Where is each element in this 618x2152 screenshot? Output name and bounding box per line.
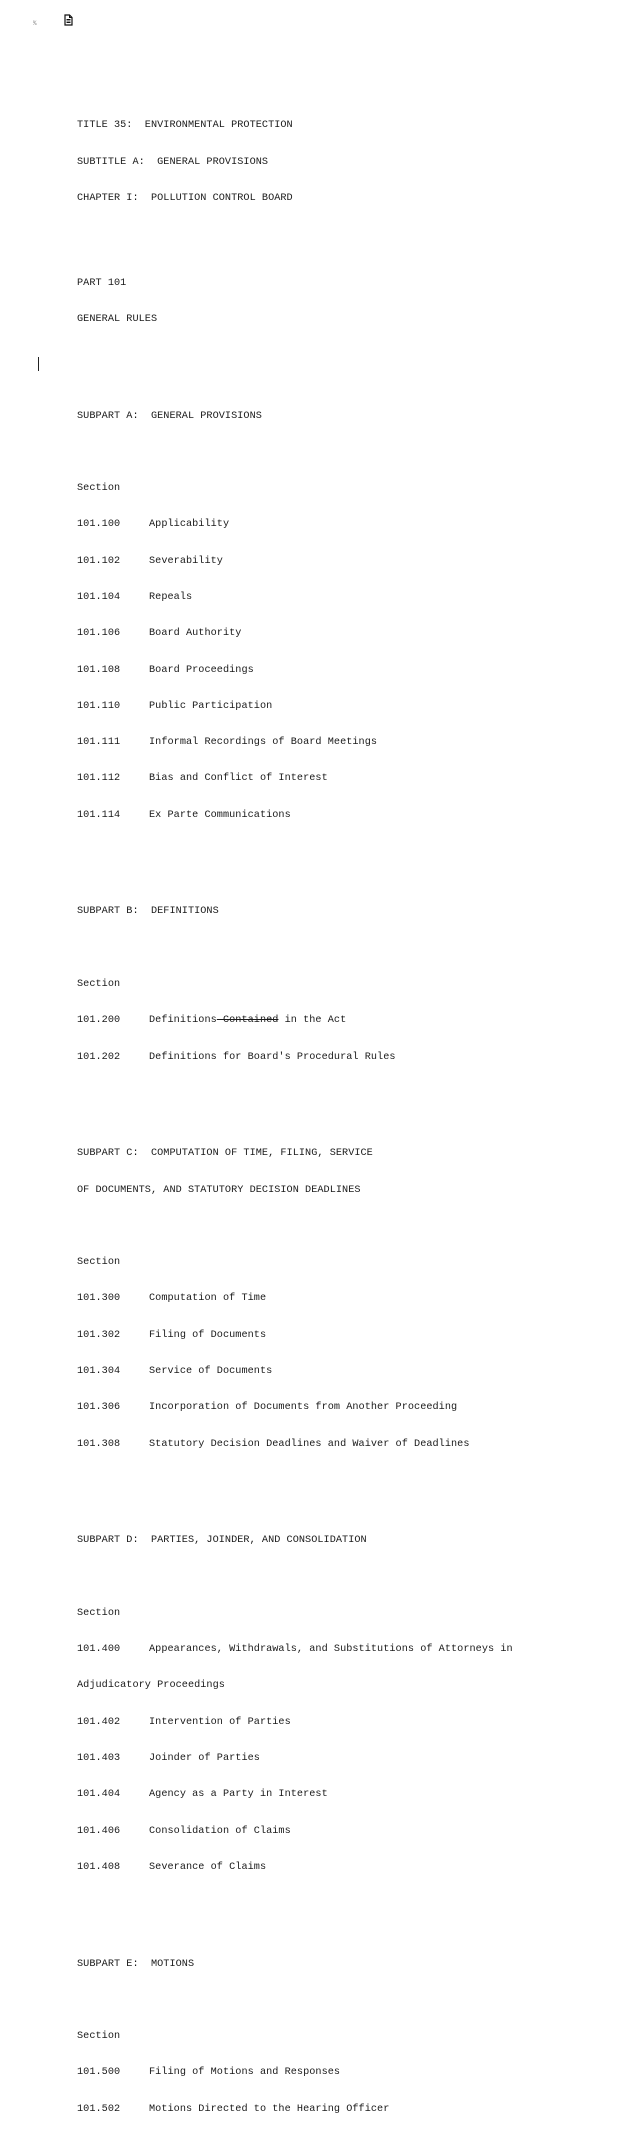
section-entry [77,628,513,640]
section-entry [77,1789,513,1801]
section-number: 101.408 [77,1861,121,1873]
section-label: Section [77,1607,121,1619]
section-title: Definitions for Board's Procedural Rules [149,1051,396,1063]
section-title: Statutory Decision Deadlines and Waiver of Deadlines [149,1438,470,1450]
section-number: 101.110 [77,700,121,712]
section-entry [77,2067,513,2079]
section-entry [77,1644,513,1656]
section-title: Appearances, Withdrawals, and Substitutions of Attorneys in [149,1644,513,1656]
section-title: Board Authority [149,628,242,640]
revision-change-bar [38,357,39,371]
section-number: 101.108 [77,664,121,676]
section-entry [77,1826,513,1838]
section-entry [77,592,513,604]
part-number: PART 101 [77,277,127,289]
subpart-heading-continued: OF DOCUMENTS, AND STATUTORY DECISION DEADLINES [77,1184,361,1196]
section-entry [77,665,513,677]
section-label: Section [77,483,121,495]
section-entry [77,2104,513,2116]
section-entry [77,1717,513,1729]
section-number: 101.306 [77,1402,121,1414]
section-title: Agency as a Party in Interest [149,1789,328,1801]
section-title-text: Definitions [149,1015,217,1027]
section-entry [77,1753,513,1765]
section-title: Filing of Motions and Responses [149,2067,341,2079]
section-title: Board Proceedings [149,664,254,676]
section-number: 101.403 [77,1752,121,1764]
section-number: 101.406 [77,1825,121,1837]
section-entry [77,1015,513,1027]
section-entry [77,1330,513,1342]
section-label: Section [77,978,121,990]
section-title: Filing of Documents [149,1329,267,1341]
part-name: GENERAL RULES [77,313,158,325]
subpart-heading: SUBPART A: GENERAL PROVISIONS [77,410,262,422]
document-body [77,84,513,2152]
section-entry [77,737,513,749]
subtitle-line: SUBTITLE A: GENERAL PROVISIONS [77,156,269,168]
section-title: Service of Documents [149,1365,273,1377]
section-title [149,1015,346,1027]
section-title-continuation: Adjudicatory Proceedings [77,1680,225,1692]
section-number: 101.102 [77,555,121,567]
section-entry [77,773,513,785]
title-line: TITLE 35: ENVIRONMENTAL PROTECTION [77,120,293,132]
section-number: 101.202 [77,1051,121,1063]
section-number: 101.308 [77,1438,121,1450]
section-entry [77,1366,513,1378]
section-number: 101.114 [77,809,121,821]
section-number: 101.500 [77,2067,121,2079]
section-title: Applicability [149,519,230,531]
section-title: Intervention of Parties [149,1716,291,1728]
section-title: Public Participation [149,700,273,712]
section-number: 101.104 [77,591,121,603]
section-number: 101.302 [77,1329,121,1341]
subpart-heading: SUBPART B: DEFINITIONS [77,906,219,918]
section-title: Severability [149,555,223,567]
section-title: Ex Parte Communications [149,809,291,821]
section-title: Informal Recordings of Board Meetings [149,737,378,749]
section-title: Computation of Time [149,1293,267,1305]
section-number: 101.404 [77,1789,121,1801]
section-number: 101.112 [77,773,121,785]
section-entry [77,1402,513,1414]
section-number: 101.304 [77,1365,121,1377]
page-icon [64,14,73,26]
section-number: 101.400 [77,1644,121,1656]
section-number: 101.111 [77,737,121,749]
subpart-heading: SUBPART E: MOTIONS [77,1958,195,1970]
section-entry [77,810,513,822]
struck-text: Contained [216,1015,279,1027]
section-title-text: in the Act [278,1015,347,1027]
section-number: 101.300 [77,1293,121,1305]
section-entry [77,701,513,713]
corner-mark: % [33,20,37,27]
section-label: Section [77,1257,121,1269]
section-title: Joinder of Parties [149,1752,260,1764]
section-number: 101.402 [77,1716,121,1728]
section-title: Motions Directed to the Hearing Officer [149,2103,390,2115]
section-title: Repeals [149,591,193,603]
section-entry [77,556,513,568]
section-title: Severance of Claims [149,1861,267,1873]
section-entry [77,1862,513,1874]
section-number: 101.200 [77,1015,121,1027]
chapter-line: CHAPTER I: POLLUTION CONTROL BOARD [77,192,293,204]
subpart-heading: SUBPART C: COMPUTATION OF TIME, FILING, SERVICE [77,1148,373,1160]
section-title: Consolidation of Claims [149,1825,291,1837]
section-entry [77,1052,513,1064]
section-entry [77,1439,513,1451]
section-number: 101.100 [77,519,121,531]
section-entry [77,1293,513,1305]
section-number: 101.502 [77,2103,121,2115]
section-number: 101.106 [77,628,121,640]
section-entry [77,519,513,531]
subpart-heading: SUBPART D: PARTIES, JOINDER, AND CONSOLIDATION [77,1535,367,1547]
section-label: Section [77,2031,121,2043]
section-title: Incorporation of Documents from Another Proceeding [149,1402,458,1414]
section-title: Bias and Conflict of Interest [149,773,328,785]
